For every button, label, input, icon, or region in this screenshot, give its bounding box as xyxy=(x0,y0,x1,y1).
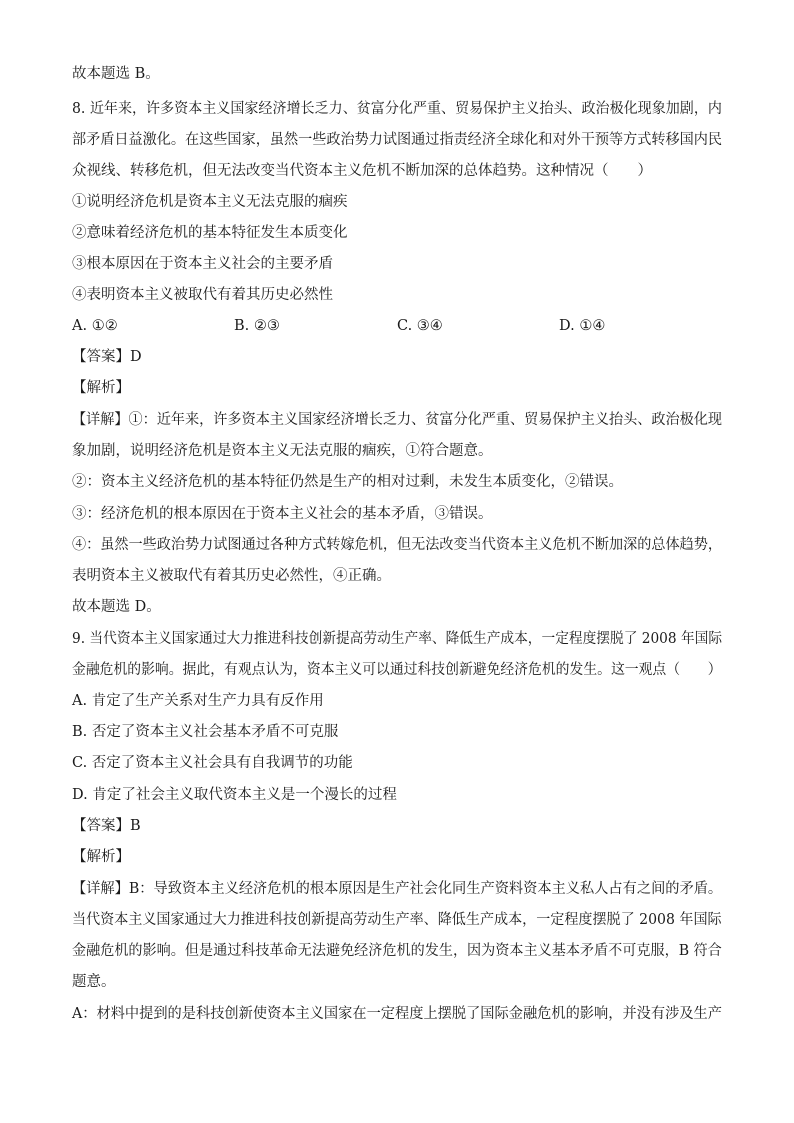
text-line: 故本题选 B。 xyxy=(72,66,160,82)
detail-paragraph: ③：经济危机的根本原因在于资本主义社会的基本矛盾，③错误。 xyxy=(72,506,493,522)
detail-paragraph: 表明资本主义被取代有着其历史必然性，④正确。 xyxy=(72,568,391,584)
detail-paragraph: 当代资本主义国家通过大力推进科技创新提高劳动生产率、降低生产成本，一定程度摆脱了 2008 年国际 xyxy=(72,912,722,928)
question-8-statement: ②意味着经济危机的基本特征发生本质变化 xyxy=(72,225,348,241)
question-8-option-b: B. ②③ xyxy=(234,318,280,334)
detail-paragraph: ②：资本主义经济危机的基本特征仍然是生产的相对过剩，未发生本质变化，②错误。 xyxy=(72,474,623,490)
detail-paragraph: ④：虽然一些政治势力试图通过各种方式转嫁危机，但无法改变当代资本主义危机不断加深的总体趋势， xyxy=(72,537,722,553)
question-8-statement: ①说明经济危机是资本主义无法克服的痼疾 xyxy=(72,194,348,210)
question-8-option-d: D. ①④ xyxy=(559,318,606,334)
detail-paragraph: 金融危机的影响。但是通过科技革命无法避免经济危机的发生，因为资本主义基本矛盾不可克服，B 符合 xyxy=(72,943,722,959)
question-9-option-d: D. 肯定了社会主义取代资本主义是一个漫长的过程 xyxy=(72,787,397,803)
question-8-option-c: C. ③④ xyxy=(397,318,443,334)
detail-paragraph: 【详解】B：导致资本主义经济危机的根本原因是生产社会化同生产资料资本主义私人占有之间的矛盾。 xyxy=(72,881,723,897)
detail-paragraph: 题意。 xyxy=(72,974,116,990)
question-9-option-b: B. 否定了资本主义社会基本矛盾不可克服 xyxy=(72,724,339,740)
analysis-label: 【解析】 xyxy=(72,849,130,865)
question-9-stem: 金融危机的影响。据此，有观点认为，资本主义可以通过科技创新避免经济危机的发生。这一观点（ ） xyxy=(72,662,722,678)
question-8-statement: ③根本原因在于资本主义社会的主要矛盾 xyxy=(72,256,333,272)
question-9-option-c: C. 否定了资本主义社会具有自我调节的功能 xyxy=(72,755,353,771)
text-line: 故本题选 D。 xyxy=(72,599,161,615)
detail-paragraph: 【详解】①：近年来，许多资本主义国家经济增长乏力、贫富分化严重、贸易保护主义抬头、政治极化现 xyxy=(72,412,722,428)
detail-paragraph: A：材料中提到的是科技创新使资本主义国家在一定程度上摆脱了国际金融危机的影响，并没有涉及生产 xyxy=(72,1006,722,1022)
answer-label: 【答案】D xyxy=(72,349,142,365)
question-8-stem: 众视线、转移危机，但无法改变当代资本主义危机不断加深的总体趋势。这种情况（ ） xyxy=(72,163,652,179)
question-8-stem: 8. 近年来，许多资本主义国家经济增长乏力、贫富分化严重、贸易保护主义抬头、政治极化现象加剧，内 xyxy=(72,101,722,117)
question-9-option-a: A. 肯定了生产关系对生产力具有反作用 xyxy=(72,693,324,709)
analysis-label: 【解析】 xyxy=(72,380,130,396)
question-8-stem: 部矛盾日益激化。在这些国家，虽然一些政治势力试图通过指责经济全球化和对外干预等方式转移国内民 xyxy=(72,132,722,148)
detail-paragraph: 象加剧，说明经济危机是资本主义无法克服的痼疾，①符合题意。 xyxy=(72,443,493,459)
question-8-option-a: A. ①② xyxy=(72,318,118,334)
answer-label: 【答案】B xyxy=(72,818,141,834)
question-9-stem: 9. 当代资本主义国家通过大力推进科技创新提高劳动生产率、降低生产成本，一定程度摆脱了 2008 年国际 xyxy=(72,631,723,647)
question-8-statement: ④表明资本主义被取代有着其历史必然性 xyxy=(72,287,333,303)
